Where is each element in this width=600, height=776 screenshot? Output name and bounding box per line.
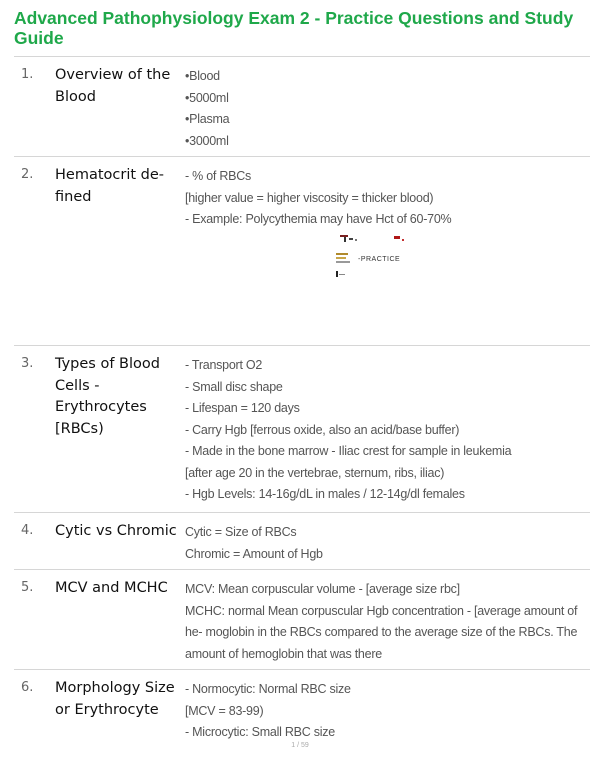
detail-line: •Plasma (185, 112, 230, 126)
detail-line: MCHC: normal Mean corpuscular Hgb concentration - [average amount of he- moglobin in the RBCs compared to the average size of the RBCs. The amount of hemoglobin that was there (185, 603, 578, 661)
row-term: Morphology Size or Erythrocyte (55, 680, 175, 718)
study-table (14, 56, 590, 769)
detail-line: - Lifespan = 120 days (185, 401, 300, 415)
table-row (14, 156, 590, 345)
detail-line: •5000ml (185, 90, 229, 105)
detail-line: - Made in the bone marrow - Iliac crest for sample in leukemia (185, 444, 512, 458)
detail-line: [after age 20 in the vertebrae, sternum, ribs, iliac) (185, 465, 445, 480)
image-fragment-text: -PRACTICE (358, 256, 401, 263)
detail-line: Cytic = Size of RBCs (185, 525, 297, 539)
detail-line: - Carry Hgb [ferrous oxide, also an acid/base buffer) (185, 422, 460, 437)
row-term: MCV and MCHC (55, 580, 168, 596)
row-number: 3. (21, 356, 34, 371)
row-term: Hematocrit de- fined (55, 167, 165, 205)
detail-line: [higher value = higher viscosity = thicker blood) (185, 190, 434, 205)
detail-line: Chromic = Amount of Hgb (185, 546, 323, 561)
detail-line: •3000ml (185, 133, 229, 148)
detail-line: - Hgb Levels: 14-16g/dL in males / 12-14g/dl females (185, 487, 465, 501)
row-detail (185, 66, 585, 152)
embedded-image-fragment (322, 231, 412, 279)
row-detail (185, 166, 585, 231)
document-title: Advanced Pathophysiology Exam 2 - Practice Questions and Study Guide (14, 8, 574, 48)
detail-line: - Microcytic: Small RBC size (185, 725, 335, 739)
row-number: 1. (21, 67, 34, 82)
detail-line: - Normocytic: Normal RBC size (185, 682, 351, 696)
detail-line: •Blood (185, 69, 220, 83)
detail-line: - Example: Polycythemia may have Hct of 60-70% (185, 212, 452, 226)
row-number: 5. (21, 580, 34, 595)
detail-line: - Transport O2 (185, 358, 263, 372)
table-row (14, 345, 590, 512)
detail-line: [MCV = 83-99) (185, 703, 264, 718)
table-row (14, 569, 590, 669)
detail-line: MCV: Mean corpuscular volume - [average size rbc] (185, 582, 460, 596)
row-detail (185, 579, 585, 665)
page-number: 1 / 59 (291, 742, 309, 749)
row-term: Cytic vs Chromic (55, 523, 177, 539)
detail-line: - % of RBCs (185, 169, 252, 183)
row-detail (185, 355, 585, 506)
table-row (14, 56, 590, 156)
row-number: 2. (21, 167, 34, 182)
row-term: Types of Blood Cells - Erythrocytes [RBCs) (55, 356, 160, 437)
row-detail (185, 679, 585, 744)
row-number: 4. (21, 523, 34, 538)
table-row (14, 512, 590, 569)
image-fragment-marks (322, 231, 412, 279)
row-number: 6. (21, 680, 34, 695)
row-term: Overview of the Blood (55, 67, 171, 105)
detail-line: - Small disc shape (185, 379, 283, 394)
table-row (14, 669, 590, 769)
row-detail (185, 522, 585, 565)
